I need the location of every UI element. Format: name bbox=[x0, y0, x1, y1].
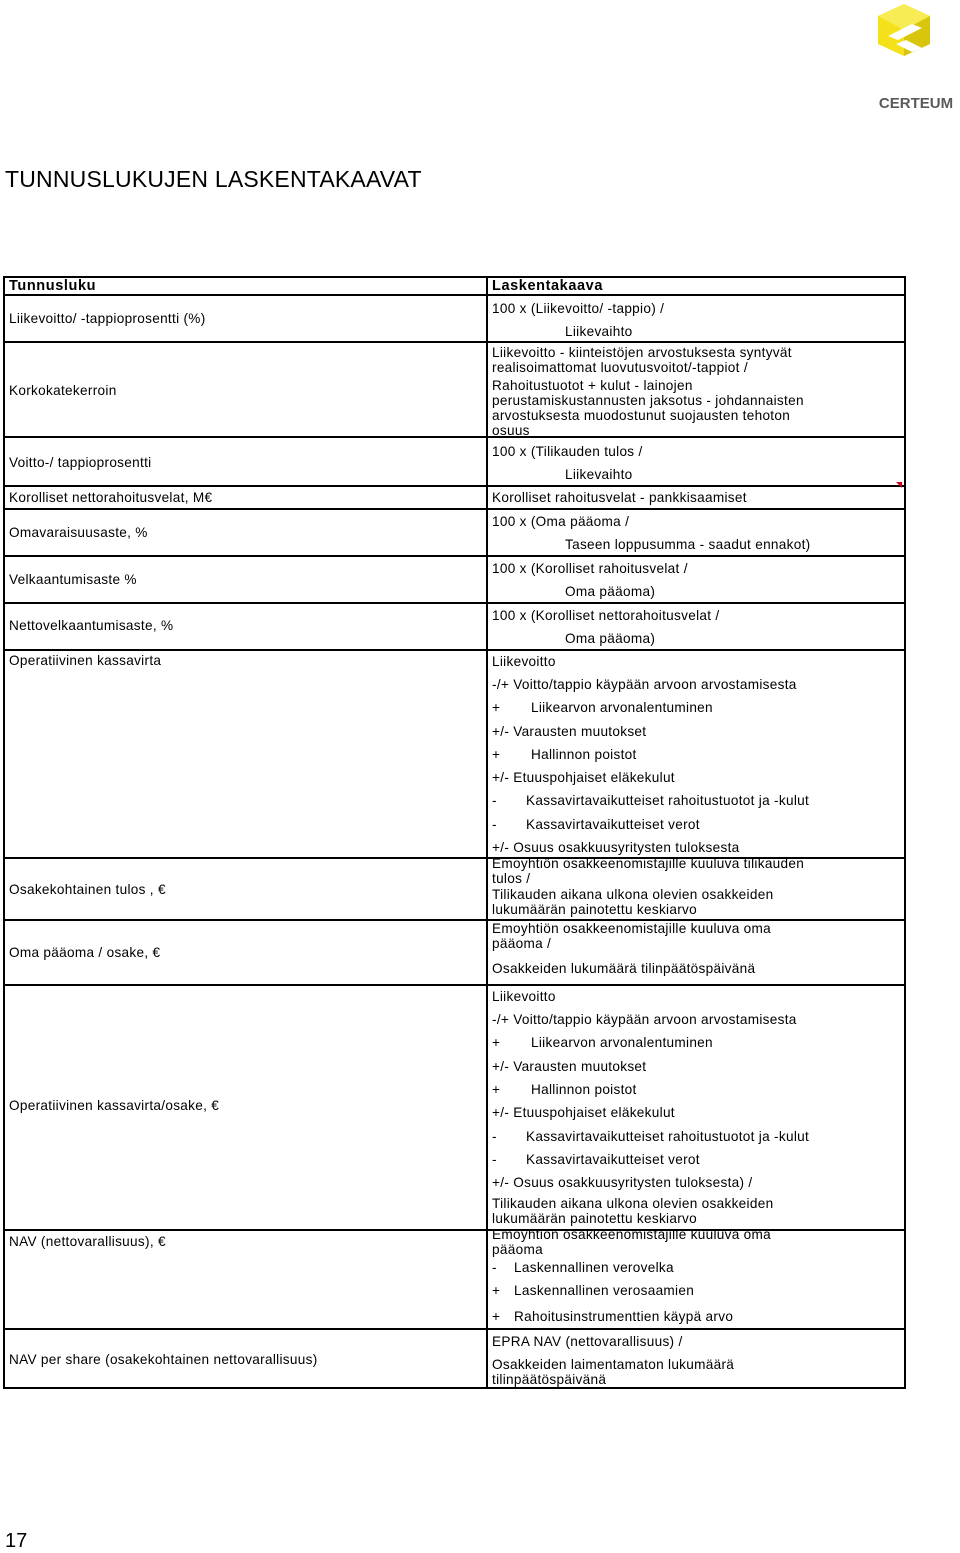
formula-line: 100 x (Korolliset nettorahoitusvelat / bbox=[492, 608, 720, 623]
formula-line: tilinpäätöspäivänä bbox=[492, 1372, 607, 1387]
key-figure-label: Oma pääoma / osake, € bbox=[9, 945, 161, 960]
formula-operator: + bbox=[492, 1082, 500, 1097]
formula-line: osuus bbox=[492, 423, 530, 438]
formula-line: Kassavirtavaikutteiset rahoitustuotot ja -kulut bbox=[526, 793, 810, 808]
key-figure-label: Osakekohtainen tulos , € bbox=[9, 882, 166, 897]
formula-operator: - bbox=[492, 1129, 497, 1144]
formula-line: Liikearvon arvonalentuminen bbox=[531, 700, 713, 715]
formula-line: 100 x (Oma pääoma / bbox=[492, 514, 630, 529]
formula-line: Tilikauden aikana ulkona olevien osakkeiden bbox=[492, 887, 774, 902]
formula-line: Emoyhtiön osakkeenomistajille kuuluva oma bbox=[492, 921, 772, 936]
formula-line: +/- Varausten muutokset bbox=[492, 724, 647, 739]
formula-line: Tilikauden aikana ulkona olevien osakkeiden bbox=[492, 1196, 774, 1211]
formula-line: Emoyhtiön osakkeenomistajille kuuluva oma bbox=[492, 1227, 772, 1242]
header-formula: Laskentakaava bbox=[492, 278, 603, 294]
formula-line: Emoyhtiön osakkeenomistajille kuuluva tilikauden bbox=[492, 856, 805, 871]
formula-line: realisoimattomat luovutusvoitot/-tappiot / bbox=[492, 360, 748, 375]
formula-table bbox=[3, 276, 906, 1389]
formula-operator: + bbox=[492, 700, 500, 715]
formula-line: Liikevoitto - kiinteistöjen arvostuksesta syntyvät bbox=[492, 345, 792, 360]
key-figure-label: Liikevoitto/ -tappioprosentti (%) bbox=[9, 311, 206, 326]
formula-operator: - bbox=[492, 817, 497, 832]
row-divider bbox=[5, 436, 904, 438]
header-key-figure: Tunnusluku bbox=[9, 278, 97, 294]
formula-line: Oma pääoma) bbox=[565, 631, 656, 646]
formula-line: +/- Osuus osakkuusyritysten tuloksesta bbox=[492, 840, 740, 855]
formula-line: tulos / bbox=[492, 871, 531, 886]
formula-line: 100 x (Tilikauden tulos / bbox=[492, 444, 643, 459]
row-divider bbox=[5, 984, 904, 986]
formula-line: Kassavirtavaikutteiset rahoitustuotot ja -kulut bbox=[526, 1129, 810, 1144]
formula-operator: + bbox=[492, 1035, 500, 1050]
key-figure-label: Voitto-/ tappioprosentti bbox=[9, 455, 152, 470]
formula-line: +/- Etuuspohjaiset eläkekulut bbox=[492, 1105, 675, 1120]
formula-line: +/- Etuuspohjaiset eläkekulut bbox=[492, 770, 675, 785]
formula-line: Liikevoitto bbox=[492, 654, 556, 669]
formula-line: -/+ Voitto/tappio käypään arvoon arvostamisesta bbox=[492, 1012, 797, 1027]
formula-line: Osakkeiden laimentamaton lukumäärä bbox=[492, 1357, 735, 1372]
formula-line: +/- Varausten muutokset bbox=[492, 1059, 647, 1074]
key-figure-label: Korolliset nettorahoitusvelat, M€ bbox=[9, 490, 213, 505]
formula-line: Kassavirtavaikutteiset verot bbox=[526, 817, 700, 832]
key-figure-label: NAV per share (osakekohtainen nettovarallisuus) bbox=[9, 1352, 318, 1367]
formula-line: Korolliset rahoitusvelat - pankkisaamiset bbox=[492, 490, 747, 505]
formula-line: Oma pääoma) bbox=[565, 584, 656, 599]
formula-line: Rahoitusinstrumenttien käypä arvo bbox=[514, 1309, 734, 1324]
certeum-logo-mark bbox=[874, 4, 958, 114]
formula-line: pääoma / bbox=[492, 936, 552, 951]
formula-line: Liikevoitto bbox=[492, 989, 556, 1004]
formula-line: Taseen loppusumma - saadut ennakot) bbox=[565, 537, 811, 552]
key-figure-label: Korkokatekerroin bbox=[9, 383, 117, 398]
formula-line: EPRA NAV (nettovarallisuus) / bbox=[492, 1334, 683, 1349]
formula-operator: + bbox=[492, 1309, 500, 1324]
row-divider bbox=[5, 1328, 904, 1330]
key-figure-label: Omavaraisuusaste, % bbox=[9, 525, 148, 540]
formula-line: +/- Osuus osakkuusyritysten tuloksesta) / bbox=[492, 1175, 753, 1190]
key-figure-label: Operatiivinen kassavirta bbox=[9, 653, 162, 668]
formula-line: Liikevaihto bbox=[565, 324, 633, 339]
formula-line: pääoma bbox=[492, 1242, 543, 1257]
key-figure-label: Nettovelkaantumisaste, % bbox=[9, 618, 174, 633]
formula-line: perustamiskustannusten jaksotus - johdannaisten bbox=[492, 393, 804, 408]
formula-line: lukumäärän painotettu keskiarvo bbox=[492, 902, 698, 917]
formula-line: Rahoitustuotot + kulut - lainojen bbox=[492, 378, 693, 393]
key-figure-label: NAV (nettovarallisuus), € bbox=[9, 1234, 166, 1249]
page-title: TUNNUSLUKUJEN LASKENTAKAAVAT bbox=[5, 166, 422, 192]
formula-operator: + bbox=[492, 747, 500, 762]
formula-line: Liikearvon arvonalentuminen bbox=[531, 1035, 713, 1050]
formula-line: Hallinnon poistot bbox=[531, 1082, 637, 1097]
row-divider bbox=[5, 508, 904, 510]
key-figure-label: Velkaantumisaste % bbox=[9, 572, 137, 587]
formula-operator: - bbox=[492, 1260, 497, 1275]
row-divider bbox=[5, 555, 904, 557]
key-figure-label: Operatiivinen kassavirta/osake, € bbox=[9, 1098, 220, 1113]
formula-line: lukumäärän painotettu keskiarvo bbox=[492, 1211, 698, 1226]
formula-line: Kassavirtavaikutteiset verot bbox=[526, 1152, 700, 1167]
certeum-logo bbox=[874, 4, 958, 114]
formula-operator: + bbox=[492, 1283, 500, 1298]
row-divider bbox=[5, 649, 904, 651]
page-number: 17 bbox=[5, 1530, 28, 1552]
row-divider bbox=[5, 294, 904, 296]
formula-operator: - bbox=[492, 793, 497, 808]
column-divider bbox=[486, 278, 488, 1387]
formula-line: Liikevaihto bbox=[565, 467, 633, 482]
formula-operator: - bbox=[492, 1152, 497, 1167]
formula-line: Laskennallinen verosaamien bbox=[514, 1283, 695, 1298]
formula-line: -/+ Voitto/tappio käypään arvoon arvostamisesta bbox=[492, 677, 797, 692]
row-divider bbox=[5, 602, 904, 604]
formula-line: arvostuksesta muodostunut suojausten tehoton bbox=[492, 408, 791, 423]
formula-line: Osakkeiden lukumäärä tilinpäätöspäivänä bbox=[492, 961, 756, 976]
formula-line: Hallinnon poistot bbox=[531, 747, 637, 762]
row-divider bbox=[5, 485, 904, 487]
formula-line: 100 x (Liikevoitto/ -tappio) / bbox=[492, 301, 665, 316]
row-divider bbox=[5, 341, 904, 343]
formula-line: 100 x (Korolliset rahoitusvelat / bbox=[492, 561, 688, 576]
formula-line: Laskennallinen verovelka bbox=[514, 1260, 674, 1275]
brand-name: CERTEUM bbox=[878, 95, 954, 112]
